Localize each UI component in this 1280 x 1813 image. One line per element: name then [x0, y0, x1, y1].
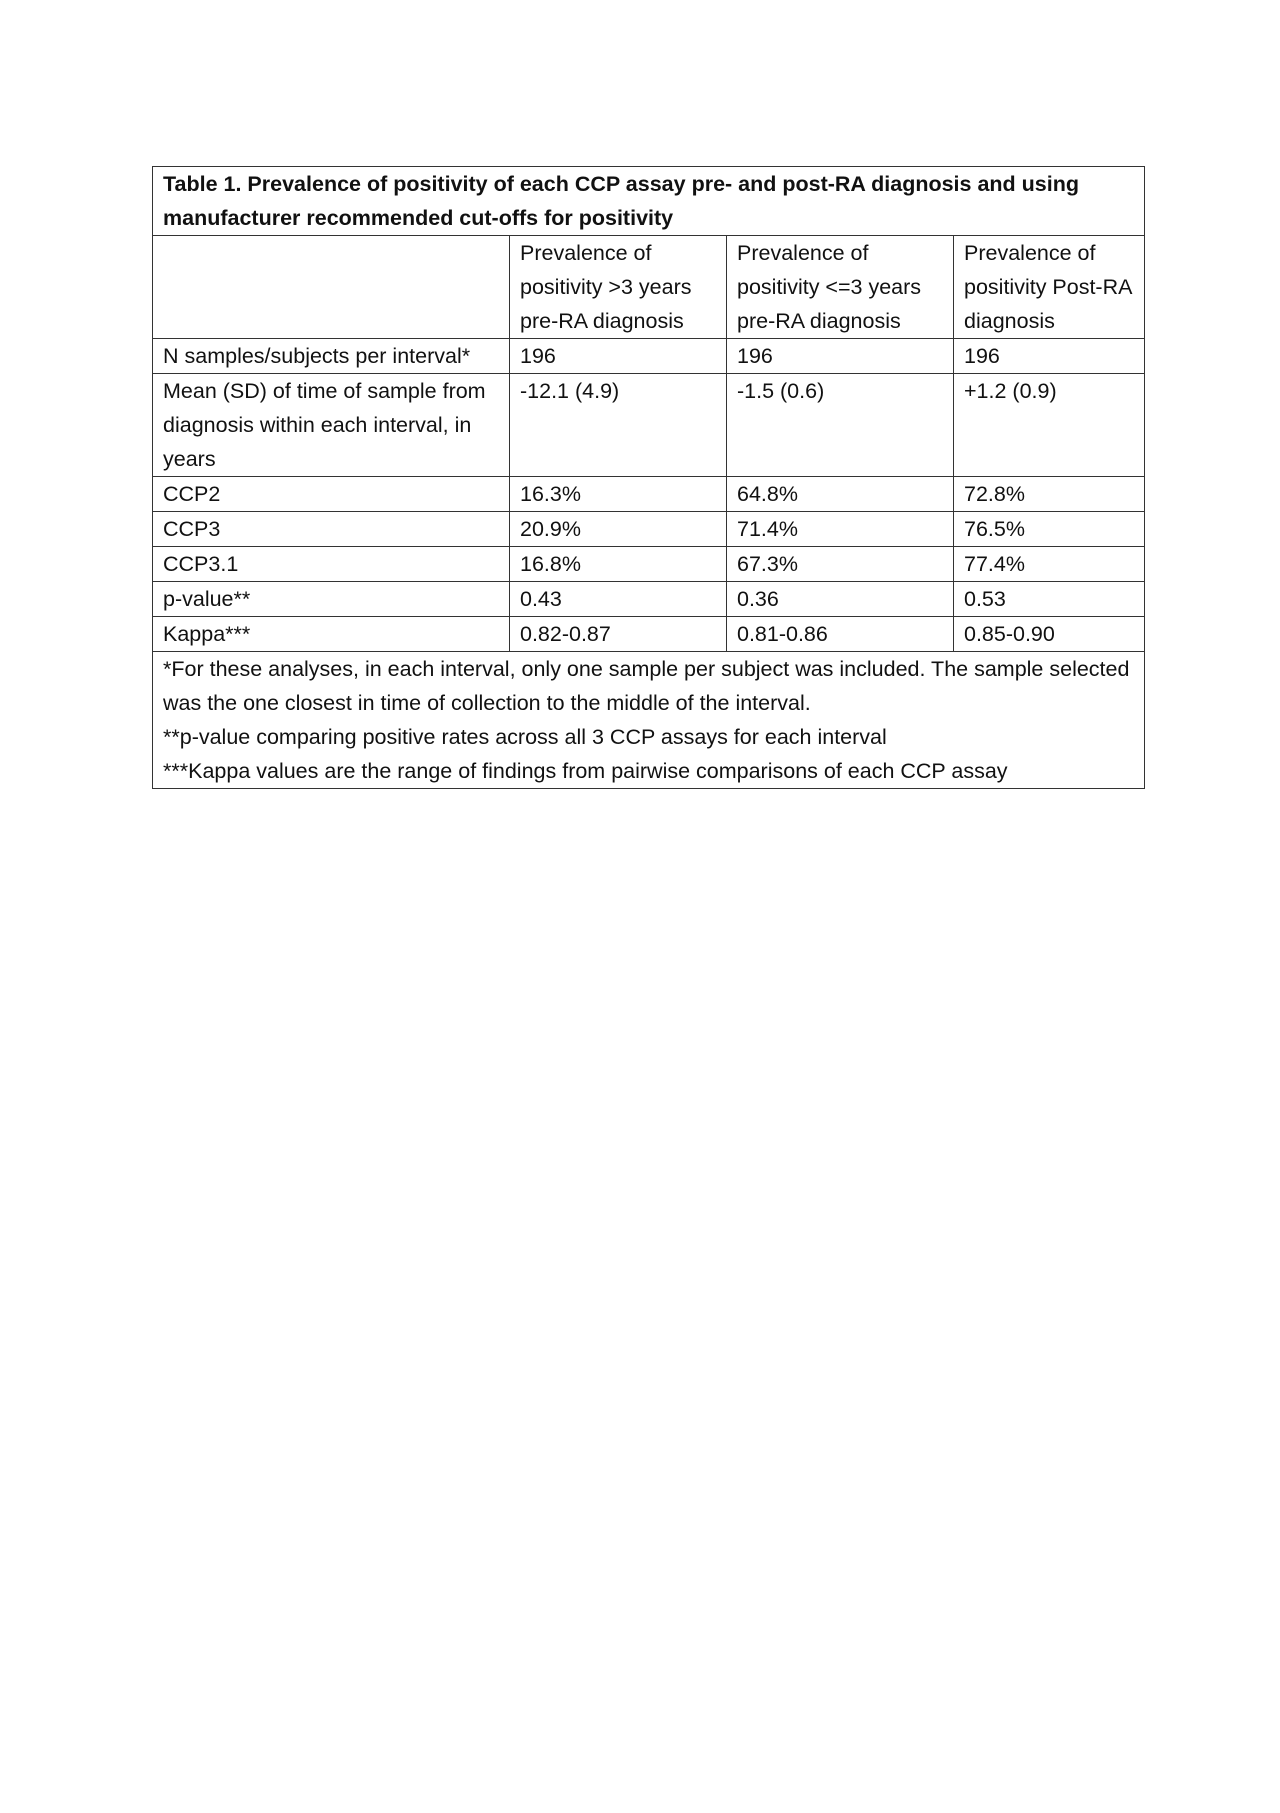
table-row [153, 617, 1145, 652]
table-cell: 72.8% [954, 477, 1145, 512]
table-cell: 64.8% [727, 477, 954, 512]
table-header-row [153, 236, 1145, 339]
row-label: CCP2 [153, 477, 510, 512]
table-cell: 0.43 [510, 582, 727, 617]
table-cell: 0.82-0.87 [510, 617, 727, 652]
footnote-single-sample: *For these analyses, in each interval, only one sample per subject was included. The sample selected was the one closest in time of collection to the middle of the interval. [163, 657, 1130, 715]
table-cell: 196 [727, 339, 954, 374]
column-header-pre-3-years: Prevalence of positivity >3 years pre-RA diagnosis [510, 236, 727, 339]
table-cell: 0.81-0.86 [727, 617, 954, 652]
table-row [153, 339, 1145, 374]
table-title: Table 1. Prevalence of positivity of each CCP assay pre- and post-RA diagnosis and using manufacturer recommended cut-offs for positivity [153, 167, 1145, 236]
column-header-post-ra: Prevalence of positivity Post-RA diagnosis [954, 236, 1145, 339]
prevalence-table [152, 166, 1145, 789]
table-cell: 67.3% [727, 547, 954, 582]
table-footnotes-row [153, 652, 1145, 789]
table-cell: 20.9% [510, 512, 727, 547]
table-cell: 0.53 [954, 582, 1145, 617]
table-cell: +1.2 (0.9) [954, 374, 1145, 477]
row-label: p-value** [153, 582, 510, 617]
table-cell: 196 [510, 339, 727, 374]
table-cell: 76.5% [954, 512, 1145, 547]
table-cell: 196 [954, 339, 1145, 374]
table-cell: -12.1 (4.9) [510, 374, 727, 477]
table-cell: 71.4% [727, 512, 954, 547]
table-row [153, 582, 1145, 617]
table-footnotes [153, 652, 1145, 789]
table-row [153, 477, 1145, 512]
row-label: N samples/subjects per interval* [153, 339, 510, 374]
table-row [153, 512, 1145, 547]
footnote-kappa: ***Kappa values are the range of findings from pairwise comparisons of each CCP assay [163, 759, 1008, 783]
row-label: Kappa*** [153, 617, 510, 652]
column-header-within-3-years: Prevalence of positivity <=3 years pre-RA diagnosis [727, 236, 954, 339]
table-cell: -1.5 (0.6) [727, 374, 954, 477]
row-label: Mean (SD) of time of sample from diagnosis within each interval, in years [153, 374, 510, 477]
footnote-p-value: **p-value comparing positive rates across all 3 CCP assays for each interval [163, 725, 887, 749]
table-row [153, 547, 1145, 582]
table-title-row [153, 167, 1145, 236]
table-row [153, 374, 1145, 477]
table-cell: 16.3% [510, 477, 727, 512]
column-header-empty [153, 236, 510, 339]
row-label: CCP3.1 [153, 547, 510, 582]
row-label: CCP3 [153, 512, 510, 547]
table-cell: 0.85-0.90 [954, 617, 1145, 652]
table-cell: 0.36 [727, 582, 954, 617]
table-cell: 16.8% [510, 547, 727, 582]
table-cell: 77.4% [954, 547, 1145, 582]
